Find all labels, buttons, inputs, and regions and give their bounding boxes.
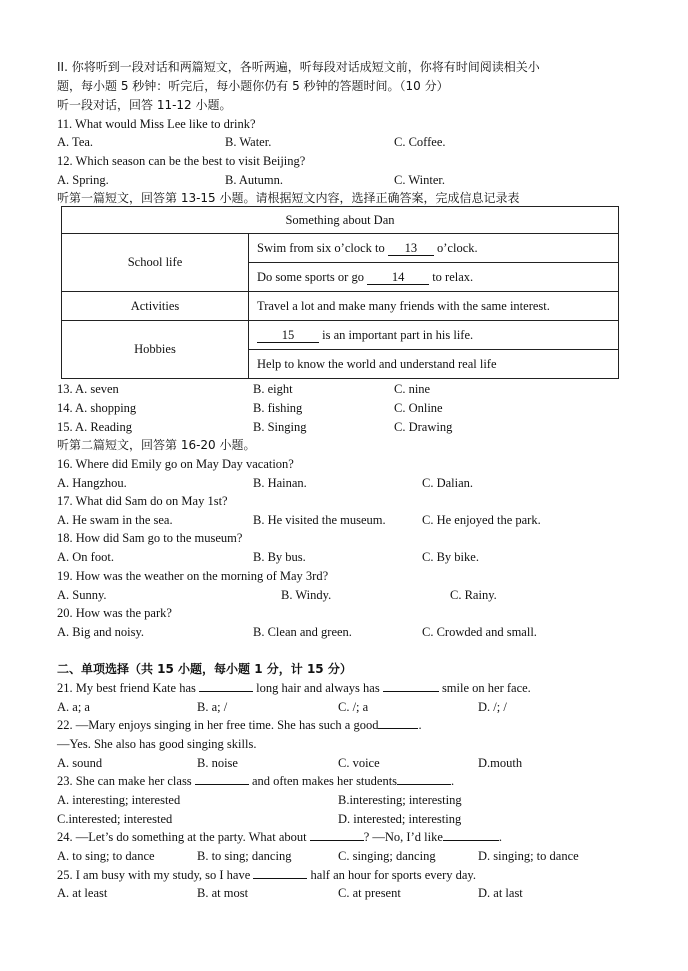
q24-option-c: C. singing; dancing: [338, 849, 436, 863]
q16-option-a: A. Hangzhou.: [57, 476, 127, 490]
hobbies-row1: 15 is an important part in his life.: [249, 321, 619, 350]
q18-option-c: C. By bike.: [422, 550, 479, 564]
q12-option-a: A. Spring.: [57, 173, 109, 187]
q23-option-a: A. interesting; interested: [57, 793, 181, 807]
q25-option-c: C. at present: [338, 886, 401, 900]
table-title: Something about Dan: [62, 207, 619, 234]
school-life-row2: Do some sports or go 14 to relax.: [249, 263, 619, 292]
q12-option-b: B. Autumn.: [225, 173, 283, 187]
q15-option-c: C. Drawing: [394, 420, 453, 434]
question-18: 18. How did Sam go to the museum?: [57, 531, 243, 545]
q17-option-b: B. He visited the museum.: [253, 513, 386, 527]
q21-option-d: D. /; /: [478, 700, 507, 714]
question-25: 25. I am busy with my study, so I have half an hour for sports every day.: [57, 868, 476, 882]
q22-option-c: C. voice: [338, 756, 380, 770]
question-20: 20. How was the park?: [57, 606, 172, 620]
q21-blank-2: [383, 691, 439, 692]
q20-option-c: C. Crowded and small.: [422, 625, 537, 639]
q12-option-c: C. Winter.: [394, 173, 446, 187]
q24-blank-2: [443, 840, 499, 841]
q15-option-b: B. Singing: [253, 420, 307, 434]
q19-option-a: A. Sunny.: [57, 588, 107, 602]
dialogue-heading: 听一段对话，回答 11-12 小题。: [57, 98, 232, 112]
q21-blank-1: [199, 691, 253, 692]
passage2-heading: 听第二篇短文，回答第 16-20 小题。: [57, 438, 256, 452]
question-17: 17. What did Sam do on May 1st?: [57, 494, 228, 508]
q21-option-a: A. a; a: [57, 700, 90, 714]
question-24: 24. —Let’s do something at the party. What about ? —No, I’d like .: [57, 830, 503, 844]
q16-option-c: C. Dalian.: [422, 476, 474, 490]
question-22-reply: —Yes. She also has good singing skills.: [57, 737, 257, 751]
listening-intro-line1: II. 你将听到一段对话和两篇短文，各听两遍，听每段对话成短文前，你将有时间阅读相关小: [57, 60, 540, 74]
q25-blank: [253, 878, 307, 879]
blank-13: 13: [388, 241, 434, 256]
info-record-table: [61, 206, 619, 379]
q18-option-b: B. By bus.: [253, 550, 306, 564]
q24-option-b: B. to sing; dancing: [197, 849, 292, 863]
q11-option-b: B. Water.: [225, 135, 272, 149]
activities-text: Travel a lot and make many friends with the same interest.: [249, 292, 619, 321]
activities-label: Activities: [62, 292, 249, 321]
q21-option-c: C. /; a: [338, 700, 369, 714]
q25-option-d: D. at last: [478, 886, 523, 900]
q13-option-b: B. eight: [253, 382, 293, 396]
listening-intro-line2: 题，每小题 5 秒钟：听完后，每小题你仍有 5 秒钟的答题时间。（10 分）: [57, 79, 449, 93]
q23-blank-2: [397, 784, 451, 785]
q25-option-b: B. at most: [197, 886, 249, 900]
q19-option-c: C. Rainy.: [450, 588, 497, 602]
question-19: 19. How was the weather on the morning of May 3rd?: [57, 569, 329, 583]
q25-option-a: A. at least: [57, 886, 108, 900]
hobbies-label: Hobbies: [62, 321, 249, 379]
q22-blank: [378, 728, 418, 729]
q24-blank-1: [310, 840, 364, 841]
q16-option-b: B. Hainan.: [253, 476, 307, 490]
q21-option-b: B. a; /: [197, 700, 228, 714]
q11-option-c: C. Coffee.: [394, 135, 446, 149]
q14-option-b: B. fishing: [253, 401, 303, 415]
q18-option-a: A. On foot.: [57, 550, 114, 564]
q14-option-a: 14. A. shopping: [57, 401, 137, 415]
q13-option-c: C. nine: [394, 382, 431, 396]
q22-option-b: B. noise: [197, 756, 238, 770]
question-23: 23. She can make her class and often makes her students .: [57, 774, 455, 788]
q14-option-c: C. Online: [394, 401, 443, 415]
question-21: 21. My best friend Kate has long hair and always has smile on her face.: [57, 681, 531, 695]
q22-option-a: A. sound: [57, 756, 103, 770]
hobbies-row2: Help to know the world and understand real life: [249, 350, 619, 379]
q15-option-a: 15. A. Reading: [57, 420, 132, 434]
q17-option-a: A. He swam in the sea.: [57, 513, 173, 527]
passage1-heading: 听第一篇短文，回答第 13-15 小题。请根据短文内容，选择正确答案，完成信息记录表: [57, 191, 520, 205]
q24-option-d: D. singing; to dance: [478, 849, 579, 863]
q19-option-b: B. Windy.: [281, 588, 332, 602]
blank-14: 14: [367, 270, 429, 285]
q13-option-a: 13. A. seven: [57, 382, 119, 396]
q11-option-a: A. Tea.: [57, 135, 94, 149]
question-11: 11. What would Miss Lee like to drink?: [57, 117, 256, 131]
q22-option-d: D.mouth: [478, 756, 523, 770]
choice-section-heading: 二、单项选择（共 15 小题，每小题 1 分，计 15 分）: [57, 662, 352, 676]
q20-option-b: B. Clean and green.: [253, 625, 352, 639]
q20-option-a: A. Big and noisy.: [57, 625, 145, 639]
q24-option-a: A. to sing; to dance: [57, 849, 155, 863]
q23-option-d: D. interested; interesting: [338, 812, 462, 826]
q23-option-b: B.interesting; interesting: [338, 793, 462, 807]
q23-option-c: C.interested; interested: [57, 812, 173, 826]
q23-blank-1: [195, 784, 249, 785]
question-16: 16. Where did Emily go on May Day vacation?: [57, 457, 294, 471]
q17-option-c: C. He enjoyed the park.: [422, 513, 541, 527]
question-22: 22. —Mary enjoys singing in her free time. She has such a good .: [57, 718, 422, 732]
question-12: 12. Which season can be the best to visit Beijing?: [57, 154, 306, 168]
school-life-row1: Swim from six o’clock to 13 o’clock.: [249, 234, 619, 263]
blank-15: 15: [257, 328, 319, 343]
school-life-label: School life: [62, 234, 249, 292]
